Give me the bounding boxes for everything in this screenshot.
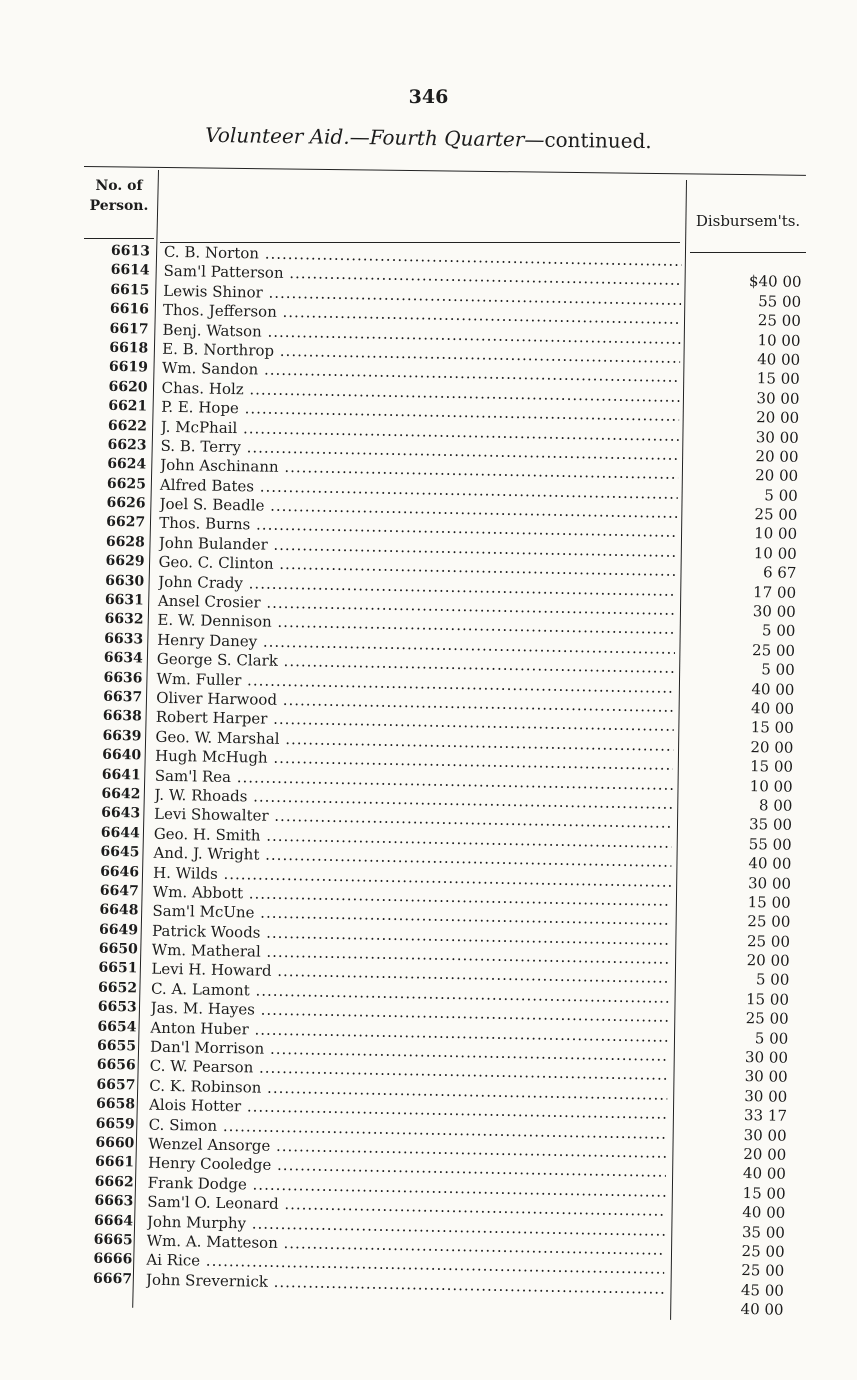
person-name: John Aschinann ..... [160,456,678,484]
disbursement-amount: 25 00 [747,912,791,932]
disbursement-amount: 40 00 [742,1164,787,1184]
person-number: 6646 [100,863,140,880]
person-number: 6650 [98,940,138,958]
disbursement-amount: 40 00 [751,679,795,699]
disbursement-amount: 5 00 [761,621,796,641]
person-number [64,1288,132,1289]
person-number: 6661 [94,1154,135,1171]
title-italic: Volunteer Aid.—Fourth Quarter— [205,122,545,152]
disbursement-amount: 30 00 [756,388,800,408]
person-name: Wm. Abbott ..... [153,883,671,911]
person-number: 6622 [107,417,148,435]
disbursement-amount: 5 00 [764,485,798,505]
person-number: 6663 [94,1192,134,1210]
person-name: Geo. H. Smith ..... [154,824,672,852]
person-number: 6638 [102,708,142,725]
disbursement-amount: 40 00 [750,699,795,718]
person-number: 6621 [108,397,148,415]
disbursement-amount: 15 00 [750,718,794,738]
disbursement-amount: 6 67 [762,563,797,583]
person-number: 6616 [109,301,150,318]
disbursement-amount: 25 00 [745,1009,789,1029]
disbursement-amount: 10 00 [753,543,797,563]
person-number: 6618 [109,339,149,357]
person-number: 6667 [92,1270,133,1288]
person-number: 6630 [105,572,145,590]
header-rule-middle [160,242,680,243]
person-name: Robert Harper ..... [156,708,674,736]
person-name: Anton Huber ..... [150,1018,668,1046]
person-name: John Srevernick ..... [146,1270,664,1298]
header-disbursements: Disbursem'ts. [695,212,801,230]
person-number: 6629 [105,553,145,570]
person-name: C. K. Robinson ..... [149,1076,667,1104]
disbursement-amount: 25 00 [754,505,798,524]
disbursement-amount: 20 00 [746,951,790,970]
header-no-of-person [84,176,154,216]
disbursement-amount: 40 00 [740,1300,784,1319]
disbursement-amount: 30 00 [744,1086,788,1106]
person-number: 6631 [104,591,144,609]
person-name: George S. Clark ..... [157,650,675,678]
person-name: Jas. M. Hayes ..... [151,999,669,1027]
person-name: Ansel Crosier ..... [158,592,676,620]
disbursement-amount: 25 00 [757,311,801,331]
person-name: Oliver Harwood ..... [156,689,674,717]
disbursement-amount: 15 00 [745,989,790,1009]
person-number: 6652 [97,979,138,997]
person-name: E. B. Northrop ..... [162,340,680,368]
person-name: Hugh McHugh ..... [155,747,673,775]
person-number: 6633 [104,630,144,648]
disbursement-amount: 5 00 [755,970,790,990]
person-name: Wm. Sandon ..... [162,359,680,387]
person-name: Alois Hotter ..... [149,1096,667,1124]
disbursement-amount: 30 00 [743,1125,787,1145]
disbursement-amount: 30 00 [747,873,792,893]
disbursement-amount: $40 00 [748,272,802,292]
person-number: 6641 [101,766,141,784]
person-name: Dan'l Morrison ..... [150,1038,668,1066]
person-number: 6619 [108,359,149,376]
person-name: Thos. Burns ..... [159,514,677,542]
person-number: 6634 [103,650,143,667]
disbursement-amount: 30 00 [752,602,796,621]
person-name: C. W. Pearson ..... [150,1057,668,1085]
person-name: J. W. Rhoads ..... [154,786,672,814]
disbursement-amount: 17 00 [752,582,797,602]
person-name: Geo. C. Clinton ..... [158,553,676,581]
person-name: C. Simon ..... [149,1115,667,1143]
person-name: Sam'l Patterson ..... [163,262,681,290]
person-name: Lewis Shinor ..... [163,282,681,310]
person-number: 6637 [103,688,143,706]
disbursement-amount: 35 00 [748,815,793,835]
disbursement-amount: 30 00 [755,427,799,447]
person-number: 6617 [109,320,149,338]
person-number: 6645 [100,843,140,861]
person-name: Wm. A. Matteson ..... [147,1232,665,1260]
page-number: 346 [408,86,449,108]
person-number: 6620 [108,378,148,396]
disbursement-amount: 15 00 [742,1183,786,1203]
person-number: 6647 [99,882,139,900]
person-number: 6662 [94,1173,134,1191]
person-number: 6658 [95,1095,136,1113]
person-number: 6628 [105,533,146,551]
person-number: 6653 [97,998,137,1016]
disbursement-amount: 15 00 [747,892,791,912]
person-number: 6614 [110,262,150,279]
disbursement-amount: 8 00 [758,796,793,815]
table-body [65,241,806,1320]
person-name: Frank Dodge ..... [148,1173,666,1201]
disbursement-amount: 5 00 [761,660,795,680]
person-name: Benj. Watson ..... [162,320,680,348]
disbursement-amount: 25 00 [741,1261,785,1281]
page-title [0,120,857,156]
disbursement-amount: 10 00 [757,330,801,350]
disbursement-amount: 20 00 [743,1145,787,1164]
person-name: Levi Showalter ..... [154,805,672,833]
disbursement-amount: 30 00 [744,1067,788,1087]
person-name: Wenzel Ansorge ..... [148,1135,666,1163]
person-number: 6632 [104,611,144,628]
person-number: 6639 [102,727,142,745]
disbursement-amount: 25 00 [751,640,796,660]
disbursement-amount: 20 00 [750,737,794,757]
disbursement-amount: 33 17 [743,1106,788,1125]
disbursement-amount: 10 00 [754,524,798,544]
person-number: 6623 [107,436,147,454]
person-number: 6640 [102,746,142,764]
person-number: 6666 [93,1251,133,1268]
person-name: John Bulander ..... [159,534,677,562]
person-number: 6626 [106,494,146,512]
person-number: 6648 [99,902,139,919]
person-name: J. McPhail ..... [161,417,679,445]
person-name: C. B. Norton ..... [164,243,682,271]
person-name: Ai Rice ..... [146,1251,664,1279]
person-name: Joel S. Beadle ..... [159,495,677,523]
person-name: Alfred Bates ..... [160,475,678,503]
disbursement-amount: 25 00 [741,1241,785,1261]
person-number: 6613 [110,242,151,260]
disbursement-amount: 5 00 [754,1028,789,1048]
disbursement-amount: 35 00 [741,1222,786,1242]
person-number: 6665 [93,1231,133,1249]
disbursement-amount: 20 00 [755,466,799,486]
person-name: John Crady ..... [158,572,676,600]
person-name: H. Wilds ..... [153,863,671,891]
person-number: 6649 [98,921,139,939]
person-number: 6659 [95,1115,135,1132]
person-number: 6664 [93,1212,134,1229]
person-number: 6627 [106,514,146,531]
person-name: Sam'l McUne ..... [152,902,670,930]
disbursement-amount: 55 00 [758,291,802,311]
disbursement-amount: 40 00 [742,1203,786,1222]
person-name: Sam'l O. Leonard ..... [147,1193,665,1221]
person-number: 6643 [101,805,141,822]
person-name: E. W. Dennison ..... [157,611,675,639]
person-name: Henry Daney ..... [157,631,675,659]
person-number: 6642 [101,785,141,803]
person-name: Geo. W. Marshal ..... [155,727,673,755]
disbursement-amount: 15 00 [756,369,800,389]
person-name: Sam'l Rea ..... [155,766,673,794]
person-number: 6660 [95,1134,135,1152]
person-name: S. B. Terry ..... [160,437,678,465]
person-name: Chas. Holz ..... [161,379,679,407]
person-number: 6655 [96,1037,137,1055]
person-number: 6624 [107,456,147,473]
person-number: 6651 [98,960,138,977]
disbursement-amount: 55 00 [748,834,792,854]
person-number: 6625 [106,475,147,493]
person-name: Henry Cooledge ..... [148,1154,666,1182]
table-top-rule [84,166,806,176]
header-no-line2: Person. [89,198,149,214]
person-name: John Murphy ..... [147,1212,665,1240]
person-name: Wm. Fuller ..... [156,669,674,697]
disbursement-amount: 30 00 [744,1048,789,1067]
disbursement-amount: 25 00 [746,931,791,951]
person-number: 6636 [103,669,143,687]
title-continued: continued. [544,127,652,154]
person-number: 6654 [97,1018,137,1036]
disbursement-amount: 20 00 [755,447,799,466]
disbursement-amount: 10 00 [749,776,793,796]
header-no-line1: No. of [95,178,143,194]
person-number: 6657 [96,1076,136,1094]
person-number: 6656 [96,1057,136,1074]
disbursement-amount: 15 00 [749,757,794,777]
person-name: Patrick Woods ..... [152,921,670,949]
disbursement-table [84,160,806,1320]
person-name: And. J. Wright ..... [153,844,671,872]
header-rule-left [84,238,154,239]
disbursement-amount: 40 00 [748,854,792,873]
disbursement-amount: 40 00 [757,350,801,369]
person-number: 6644 [100,824,140,842]
person-name: Thos. Jefferson ..... [163,301,681,329]
disbursement-amount: 20 00 [756,408,800,428]
person-name: Levi H. Howard ..... [151,960,669,988]
person-number: 6615 [110,281,150,299]
disbursement-amount: 45 00 [740,1280,785,1300]
person-name: P. E. Hope ..... [161,398,679,426]
person-name: Wm. Matheral ..... [152,941,670,969]
person-name: C. A. Lamont ..... [151,980,669,1008]
